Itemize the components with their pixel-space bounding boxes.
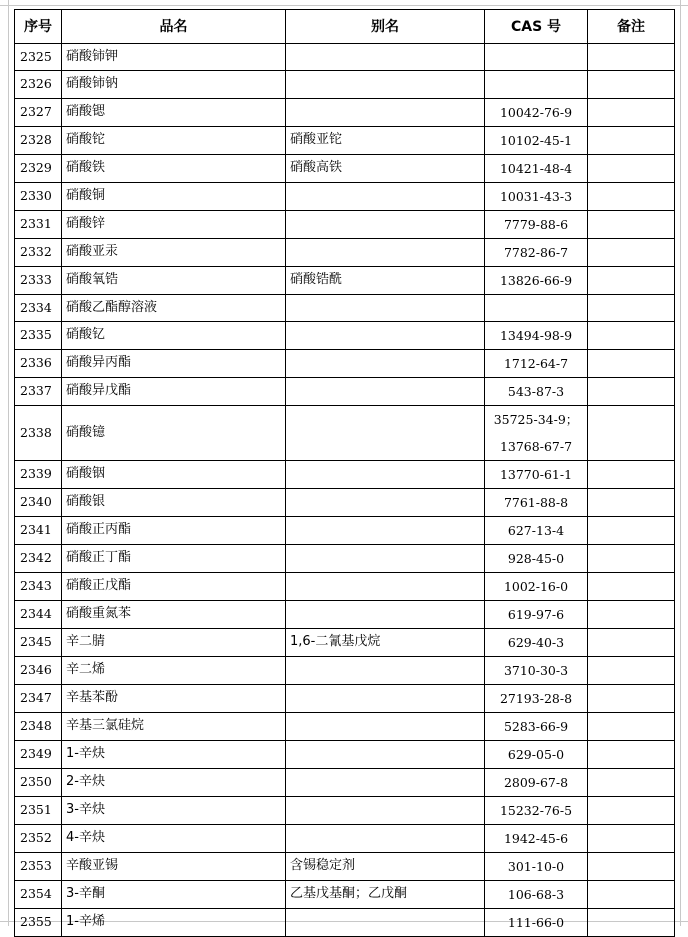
row-alias <box>286 405 485 460</box>
cas-number: 301-10-0 <box>507 858 565 874</box>
row-note <box>588 349 675 377</box>
row-cas <box>485 768 588 796</box>
cas-number: 5283-66-9 <box>503 718 569 734</box>
row-note <box>588 852 675 880</box>
row-cas <box>485 796 588 824</box>
row-name: 硝酸锌 <box>62 210 286 238</box>
row-alias <box>286 488 485 516</box>
row-note <box>588 908 675 936</box>
table-row <box>15 516 675 544</box>
row-number: 2354 <box>15 880 62 908</box>
cas-number: 15232-76-5 <box>499 802 573 818</box>
row-cas <box>485 98 588 126</box>
row-cas <box>485 238 588 266</box>
row-number: 2325 <box>15 44 62 71</box>
row-alias: 1,6-二氰基戊烷 <box>286 628 485 656</box>
row-number: 2345 <box>15 628 62 656</box>
row-note <box>588 294 675 321</box>
row-cas <box>485 908 588 936</box>
cas-number: 106-68-3 <box>507 886 565 902</box>
row-number: 2334 <box>15 294 62 321</box>
row-cas <box>485 377 588 405</box>
cas-number: 13770-61-1 <box>499 466 573 482</box>
table-row <box>15 154 675 182</box>
row-alias <box>286 349 485 377</box>
row-cas <box>485 460 588 488</box>
row-number: 2350 <box>15 768 62 796</box>
cas-number: 543-87-3 <box>507 383 565 399</box>
table-row <box>15 71 675 98</box>
row-alias <box>286 210 485 238</box>
table-row <box>15 182 675 210</box>
cas-number: 35725-34-9； <box>493 411 579 427</box>
row-cas <box>485 154 588 182</box>
row-alias <box>286 684 485 712</box>
table-row <box>15 852 675 880</box>
row-cas <box>485 740 588 768</box>
row-name: 辛基三氯硅烷 <box>62 712 286 740</box>
row-note <box>588 544 675 572</box>
row-alias <box>286 182 485 210</box>
cas-number: 10031-43-3 <box>499 188 573 204</box>
row-number: 2328 <box>15 126 62 154</box>
row-cas <box>485 516 588 544</box>
cas-number: 3710-30-3 <box>503 662 569 678</box>
row-name: 硝酸铈钾 <box>62 44 286 71</box>
header-alias: 别名 <box>286 10 485 44</box>
row-note <box>588 656 675 684</box>
row-number: 2344 <box>15 600 62 628</box>
header-name: 品名 <box>62 10 286 44</box>
row-note <box>588 600 675 628</box>
row-name: 硝酸异戊酯 <box>62 377 286 405</box>
table-header-row <box>15 10 675 44</box>
row-number: 2336 <box>15 349 62 377</box>
row-name: 硝酸铊 <box>62 126 286 154</box>
table-row <box>15 544 675 572</box>
header-cas: CAS 号 <box>485 10 588 44</box>
cas-number: 13826-66-9 <box>499 272 573 288</box>
row-alias <box>286 44 485 71</box>
row-number: 2338 <box>15 405 62 460</box>
page-guide-top <box>0 5 688 6</box>
row-alias <box>286 768 485 796</box>
row-note <box>588 628 675 656</box>
cas-number: 13494-98-9 <box>499 327 573 343</box>
row-cas <box>485 684 588 712</box>
row-name: 硝酸铜 <box>62 182 286 210</box>
row-alias <box>286 796 485 824</box>
cas-number: 7782-86-7 <box>503 244 569 260</box>
row-cas <box>485 349 588 377</box>
row-number: 2347 <box>15 684 62 712</box>
row-note <box>588 210 675 238</box>
row-note <box>588 154 675 182</box>
row-number: 2332 <box>15 238 62 266</box>
row-cas <box>485 294 588 321</box>
row-name: 硝酸异丙酯 <box>62 349 286 377</box>
chemical-table <box>14 9 675 937</box>
table-row <box>15 824 675 852</box>
table-row <box>15 405 675 460</box>
cas-number: 7761-88-8 <box>503 494 569 510</box>
table-row <box>15 98 675 126</box>
table-row <box>15 740 675 768</box>
table-row <box>15 349 675 377</box>
page-guide-left <box>8 0 9 926</box>
row-cas <box>485 572 588 600</box>
cas-number: 629-05-0 <box>507 746 565 762</box>
row-note <box>588 238 675 266</box>
row-name: 硝酸银 <box>62 488 286 516</box>
row-alias <box>286 544 485 572</box>
row-number: 2337 <box>15 377 62 405</box>
page-guide-right <box>680 0 681 926</box>
cas-number: 10421-48-4 <box>499 160 573 176</box>
row-number: 2333 <box>15 266 62 294</box>
row-alias <box>286 98 485 126</box>
row-alias: 乙基戊基酮；乙戊酮 <box>286 880 485 908</box>
row-note <box>588 405 675 460</box>
cas-number: 928-45-0 <box>507 550 565 566</box>
row-cas <box>485 628 588 656</box>
row-number: 2329 <box>15 154 62 182</box>
row-number: 2346 <box>15 656 62 684</box>
row-cas <box>485 182 588 210</box>
cas-number: 1942-45-6 <box>503 830 569 846</box>
cas-number: 619-97-6 <box>507 606 565 622</box>
row-name: 3-辛炔 <box>62 796 286 824</box>
cas-number: 10042-76-9 <box>499 104 573 120</box>
row-name: 辛二烯 <box>62 656 286 684</box>
cas-number: 111-66-0 <box>507 914 565 930</box>
table-body <box>15 44 675 937</box>
row-name: 2-辛炔 <box>62 768 286 796</box>
row-alias <box>286 377 485 405</box>
table-row <box>15 210 675 238</box>
table-row <box>15 600 675 628</box>
row-name: 硝酸钇 <box>62 321 286 349</box>
row-alias: 硝酸高铁 <box>286 154 485 182</box>
row-number: 2339 <box>15 460 62 488</box>
table-row <box>15 572 675 600</box>
row-name: 硝酸铈钠 <box>62 71 286 98</box>
row-cas <box>485 266 588 294</box>
table-row <box>15 488 675 516</box>
row-note <box>588 71 675 98</box>
row-alias: 硝酸亚铊 <box>286 126 485 154</box>
row-alias: 含锡稳定剂 <box>286 852 485 880</box>
row-name: 硝酸锶 <box>62 98 286 126</box>
table-row <box>15 266 675 294</box>
row-name: 硝酸铟 <box>62 460 286 488</box>
row-name: 硝酸乙酯醇溶液 <box>62 294 286 321</box>
row-alias <box>286 712 485 740</box>
row-alias <box>286 600 485 628</box>
table-row <box>15 908 675 936</box>
table-row <box>15 321 675 349</box>
row-name: 4-辛炔 <box>62 824 286 852</box>
row-number: 2349 <box>15 740 62 768</box>
row-note <box>588 712 675 740</box>
row-cas <box>485 712 588 740</box>
table-row <box>15 377 675 405</box>
row-note <box>588 516 675 544</box>
row-number: 2331 <box>15 210 62 238</box>
row-number: 2326 <box>15 71 62 98</box>
row-alias <box>286 824 485 852</box>
row-name: 硝酸重氮苯 <box>62 600 286 628</box>
table-row <box>15 656 675 684</box>
row-note <box>588 880 675 908</box>
row-name: 硝酸正丙酯 <box>62 516 286 544</box>
table-row <box>15 238 675 266</box>
table-row <box>15 460 675 488</box>
cas-number: 13768-67-7 <box>499 438 573 454</box>
row-number: 2327 <box>15 98 62 126</box>
row-name: 硝酸氧锆 <box>62 266 286 294</box>
row-name: 1-辛炔 <box>62 740 286 768</box>
row-alias <box>286 294 485 321</box>
row-cas <box>485 71 588 98</box>
cas-number: 1002-16-0 <box>503 578 569 594</box>
row-note <box>588 182 675 210</box>
row-name: 1-辛烯 <box>62 908 286 936</box>
cas-number: 1712-64-7 <box>503 355 569 371</box>
row-number: 2348 <box>15 712 62 740</box>
cas-number: 627-13-4 <box>507 522 565 538</box>
row-note <box>588 824 675 852</box>
row-number: 2330 <box>15 182 62 210</box>
row-name: 硝酸亚汞 <box>62 238 286 266</box>
row-alias <box>286 516 485 544</box>
row-alias <box>286 656 485 684</box>
row-name: 硝酸铁 <box>62 154 286 182</box>
row-number: 2343 <box>15 572 62 600</box>
row-cas <box>485 210 588 238</box>
row-alias <box>286 908 485 936</box>
table-row <box>15 684 675 712</box>
row-note <box>588 98 675 126</box>
header-no: 序号 <box>15 10 62 44</box>
row-number: 2352 <box>15 824 62 852</box>
row-name: 3-辛酮 <box>62 880 286 908</box>
row-cas <box>485 405 588 460</box>
row-cas <box>485 600 588 628</box>
row-cas <box>485 44 588 71</box>
row-alias <box>286 740 485 768</box>
cas-number: 7779-88-6 <box>503 216 569 232</box>
table-row <box>15 294 675 321</box>
row-note <box>588 684 675 712</box>
row-note <box>588 740 675 768</box>
row-note <box>588 377 675 405</box>
row-name: 辛二腈 <box>62 628 286 656</box>
table-row <box>15 44 675 71</box>
table-row <box>15 796 675 824</box>
table-row <box>15 768 675 796</box>
row-note <box>588 321 675 349</box>
row-number: 2342 <box>15 544 62 572</box>
row-number: 2335 <box>15 321 62 349</box>
row-cas <box>485 656 588 684</box>
row-note <box>588 768 675 796</box>
row-number: 2341 <box>15 516 62 544</box>
row-cas <box>485 488 588 516</box>
row-note <box>588 488 675 516</box>
row-note <box>588 44 675 71</box>
cas-number: 10102-45-1 <box>499 132 573 148</box>
row-note <box>588 126 675 154</box>
row-number: 2340 <box>15 488 62 516</box>
row-name: 辛基苯酚 <box>62 684 286 712</box>
row-number: 2353 <box>15 852 62 880</box>
table-row <box>15 880 675 908</box>
row-name: 硝酸正戊酯 <box>62 572 286 600</box>
row-note <box>588 796 675 824</box>
cas-number: 629-40-3 <box>507 634 565 650</box>
row-alias <box>286 238 485 266</box>
cas-number: 27193-28-8 <box>499 690 573 706</box>
row-number: 2351 <box>15 796 62 824</box>
table-row <box>15 628 675 656</box>
row-note <box>588 266 675 294</box>
row-alias <box>286 572 485 600</box>
row-alias <box>286 71 485 98</box>
row-number: 2355 <box>15 908 62 936</box>
cas-number: 2809-67-8 <box>503 774 569 790</box>
header-note: 备注 <box>588 10 675 44</box>
row-cas <box>485 544 588 572</box>
row-name: 辛酸亚锡 <box>62 852 286 880</box>
row-cas <box>485 321 588 349</box>
row-cas <box>485 126 588 154</box>
row-cas <box>485 824 588 852</box>
table-row <box>15 126 675 154</box>
table-row <box>15 712 675 740</box>
row-alias <box>286 321 485 349</box>
row-name: 硝酸镱 <box>62 405 286 460</box>
row-note <box>588 460 675 488</box>
row-note <box>588 572 675 600</box>
row-cas <box>485 880 588 908</box>
row-alias <box>286 460 485 488</box>
row-alias: 硝酸锆酰 <box>286 266 485 294</box>
row-name: 硝酸正丁酯 <box>62 544 286 572</box>
row-cas <box>485 852 588 880</box>
